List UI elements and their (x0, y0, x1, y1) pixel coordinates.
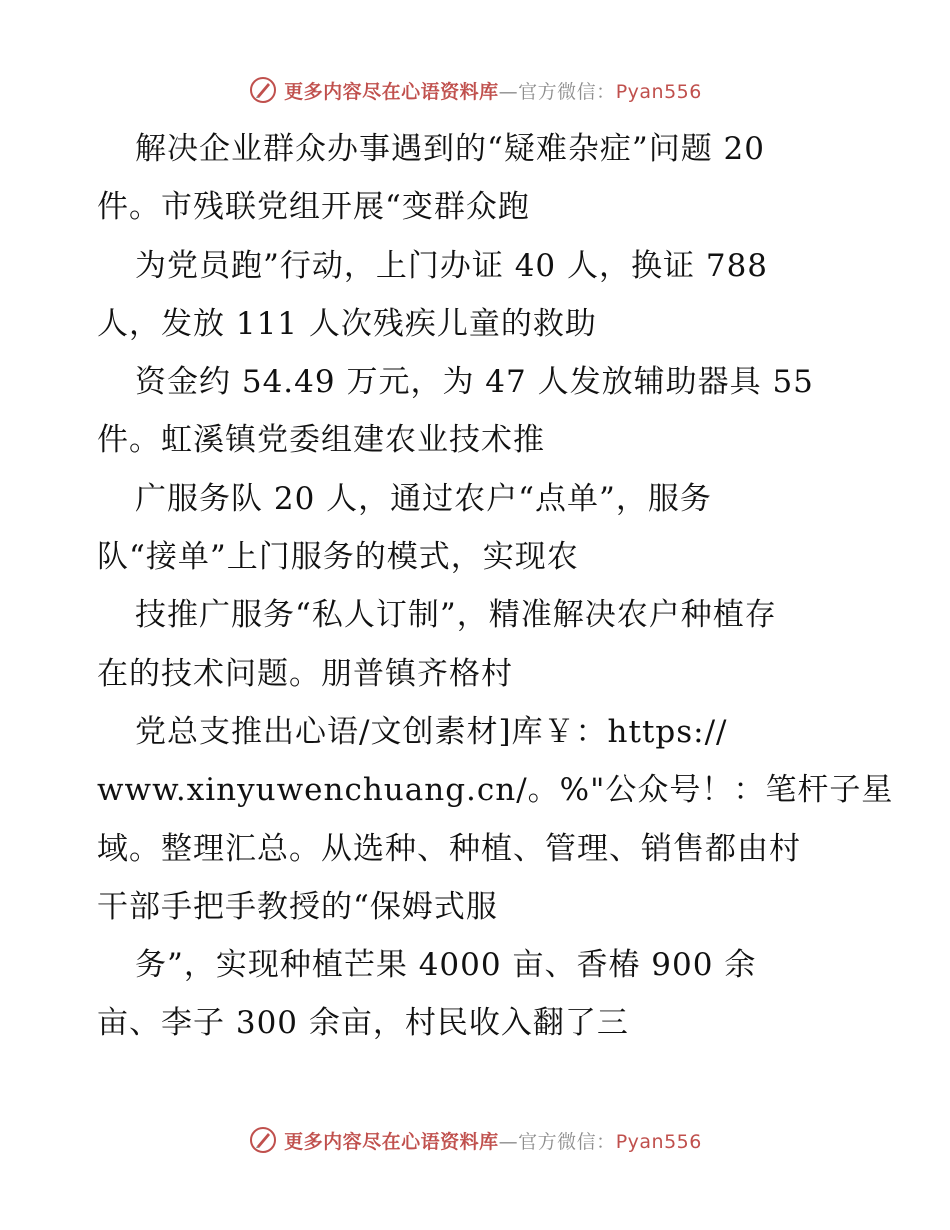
quill-pen-logo-icon (248, 75, 278, 105)
footer-wechat-label: 官方微信： (518, 1130, 616, 1153)
footer-title: 更多内容尽在心语资料库 (284, 1130, 499, 1153)
body-line: 党总支推出心语/文创素材]库￥：https:// (135, 713, 728, 750)
body-line: 亩、李子 300 余亩，村民收入翻了三 (97, 1005, 629, 1042)
quill-pen-logo-icon (248, 1125, 278, 1155)
body-line: 解决企业群众办事遇到的“疑难杂症”问题 20 (135, 131, 765, 167)
header-text (284, 77, 702, 104)
header-wechat-label: 官方微信： (518, 80, 616, 103)
body-line: 在的技术问题。朋普镇齐格村 (97, 655, 513, 692)
footer-separator: — (498, 1130, 519, 1153)
body-line: 人，发放 111 人次残疾儿童的救助 (97, 305, 597, 342)
body-line: 件。虹溪镇党委组建农业技术推 (97, 422, 545, 459)
document-body (97, 120, 894, 1053)
body-line: 域。整理汇总。从选种、种植、管理、销售都由村 (97, 830, 801, 867)
page-footer-banner (0, 1120, 950, 1160)
body-line: 干部手把手教授的“保姆式服 (97, 888, 498, 925)
body-line: www.xinyuwenchuang.cn/。%"公众号！：笔杆子星 (97, 772, 894, 809)
body-line: 队“接单”上门服务的模式，实现农 (97, 539, 579, 576)
header-wechat-id: Pyan556 (615, 80, 702, 103)
body-line: 务”，实现种植芒果 4000 亩、香椿 900 余 (135, 947, 757, 984)
footer-wechat-id: Pyan556 (615, 1130, 702, 1153)
body-line: 为党员跑”行动，上门办证 40 人，换证 788 (135, 247, 769, 284)
header-separator: — (498, 80, 519, 103)
page-header-banner (0, 70, 950, 110)
body-line: 件。市残联党组开展“变群众跑 (97, 189, 530, 226)
header-title: 更多内容尽在心语资料库 (284, 80, 499, 103)
body-line: 资金约 54.49 万元，为 47 人发放辅助器具 55 (135, 364, 814, 401)
body-line: 广服务队 20 人，通过农户“点单”，服务 (135, 480, 712, 517)
footer-text (284, 1127, 702, 1154)
body-line: 技推广服务“私人订制”，精准解决农户种植存 (135, 597, 777, 634)
